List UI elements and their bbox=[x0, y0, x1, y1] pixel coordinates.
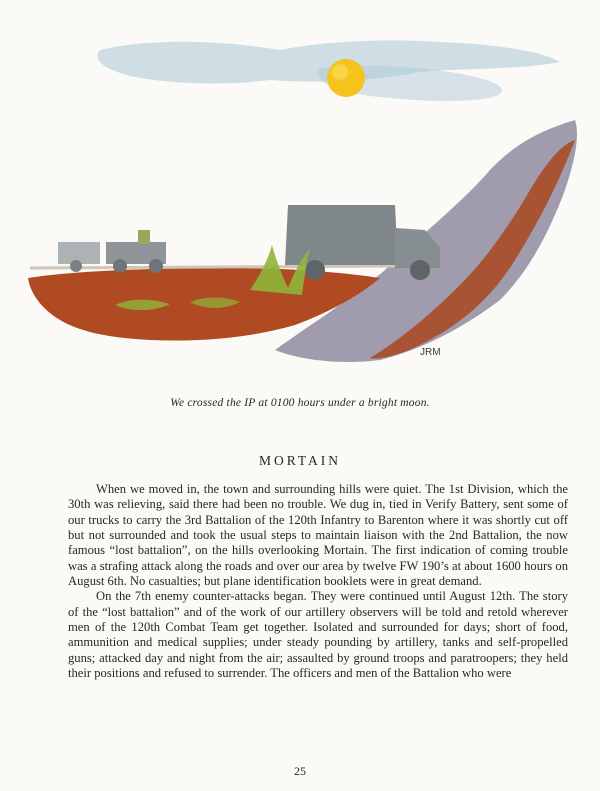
trailer-wheel bbox=[70, 260, 82, 272]
truck-wheel bbox=[305, 260, 325, 280]
jeep-wheel bbox=[149, 259, 163, 273]
page-number: 25 bbox=[294, 764, 306, 778]
paragraph: On the 7th enemy counter-attacks began. They were continued until August 12th. The story of the “lost battalion” and of the work of our artillery observers will be told and retold wherever men of the 120th Combat Team get together. Isolated and surrounded for days; short of food, ammunition and medical supplies; under steady pounding by artillery, tanks and self-propelled guns; attacked day and night from the air; assaulted by ground troops and paratroopers; they held their positions and refused to surrender. The officers and men of the Battalion who were bbox=[68, 589, 568, 681]
illustration-caption: We crossed the IP at 0100 hours under a bright moon. bbox=[170, 397, 430, 409]
chapter-title: MORTAIN bbox=[258, 453, 342, 468]
paragraph: When we moved in, the town and surrounding hills were quiet. The 1st Division, which the 30th was relieving, said there had been no trouble. We dug in, tied in Verify Battery, sent some of our trucks to carry the 3rd Battalion of the 120th Infantry to Barenton where it was shortly cut off but not surrounded and took the usual steps to maintain liaison with the 2nd Battalion, the now famous “lost battalion”, on the hills overlooking Mortain. The first indication of coming trouble was a strafing attack along the roads and over our area by twelve FW 190’s at about 1600 hours on August 6th. No casualties; but plane identification booklets were in great demand. bbox=[68, 482, 568, 589]
jeep-wheel bbox=[113, 259, 127, 273]
watercolor-illustration bbox=[20, 20, 590, 395]
moon-highlight bbox=[332, 64, 348, 80]
road-line bbox=[30, 266, 400, 268]
trailer bbox=[58, 242, 100, 264]
moon bbox=[327, 59, 365, 97]
truck-cargo bbox=[285, 205, 398, 265]
body-text bbox=[68, 482, 568, 681]
truck-wheel bbox=[410, 260, 430, 280]
jeep-driver bbox=[138, 230, 150, 244]
artist-signature: JRM bbox=[420, 347, 441, 358]
